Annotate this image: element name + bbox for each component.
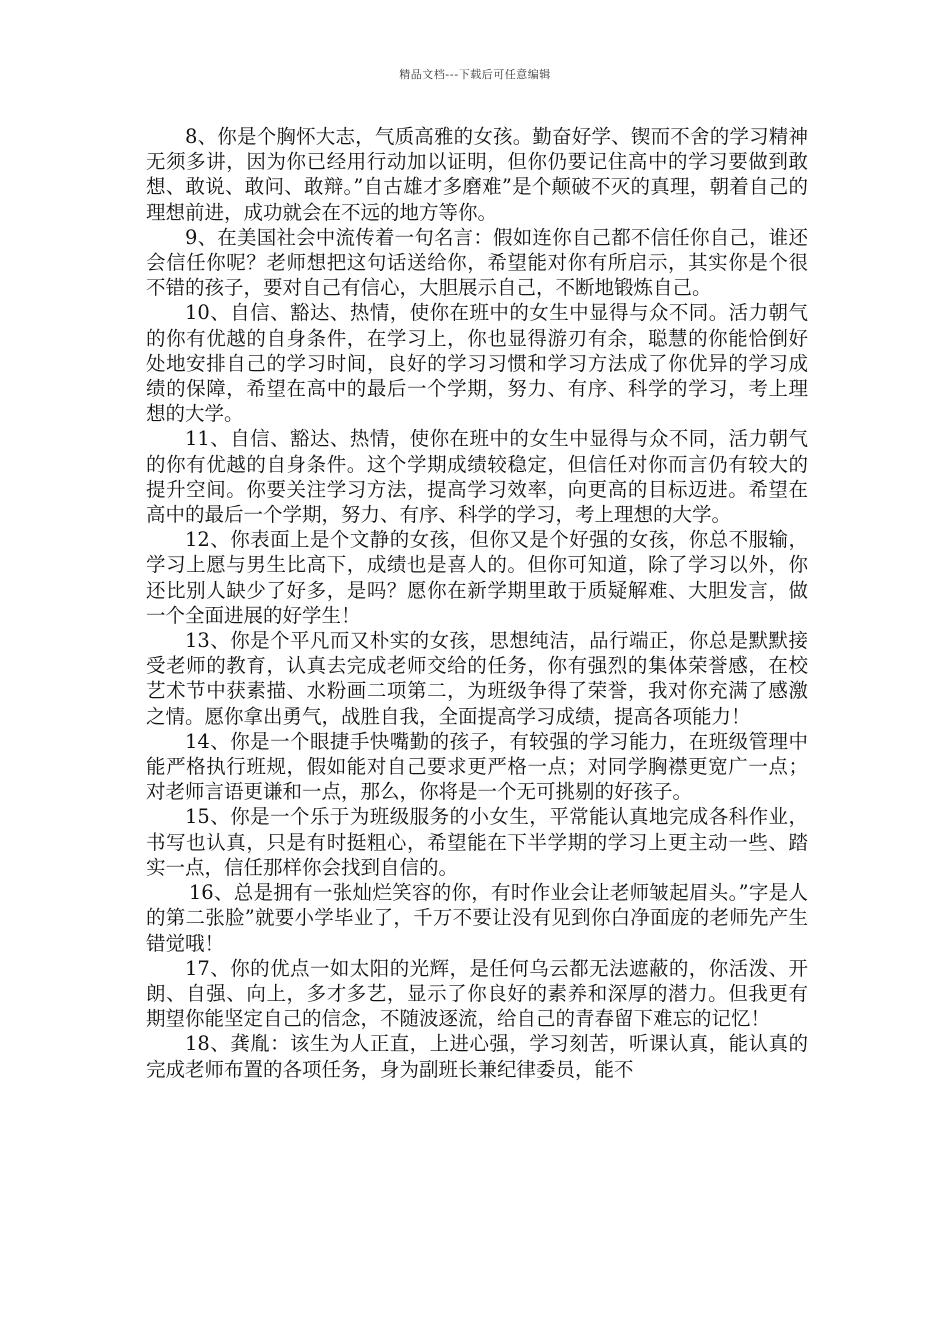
paragraph-8: 8、你是个胸怀大志，气质高雅的女孩。勤奋好学、锲而不舍的学习精神无须多讲，因为你已经用行动加以证明，但你仍要记住高中的学习要做到敢想、敢说、敢问、敢辩。”自古雄才多磨难”是个颠破不灭的真理，朝着自己的理想前进，成功就会在不远的地方等你。 bbox=[146, 125, 808, 224]
paragraph-17: 17、你的优点一如太阳的光辉，是任何乌云都无法遮蔽的，你活泼、开朗、自强、向上，多才多艺，显示了你良好的素养和深厚的潜力。但我更有期望你能坚定自己的信念，不随波逐流，给自己的青春留下难忘的记忆！ bbox=[146, 956, 808, 1031]
paragraph-10: 10、自信、豁达、热情，使你在班中的女生中显得与众不同。活力朝气的你有优越的自身条件，在学习上，你也显得游刃有余，聪慧的你能恰倒好处地安排自己的学习时间，良好的学习习惯和学习方法成了你优异的学习成绩的保障，希望在高中的最后一个学期，努力、有序、科学的学习，考上理想的大学。 bbox=[146, 301, 808, 426]
paragraph-9: 9、在美国社会中流传着一句名言：假如连你自己都不信任你自己，谁还会信任你呢？老师想把这句话送给你，希望能对你有所启示，其实你是个很不错的孩子，要对自己有信心，大胆展示自己，不断地锻炼自己。 bbox=[146, 225, 808, 300]
paragraph-13: 13、你是个平凡而又朴实的女孩，思想纯洁，品行端正，你总是默默接受老师的教育，认真去完成老师交给的任务，你有强烈的集体荣誉感，在校艺术节中获素描、水粉画二项第二，为班级争得了荣誉，我对你充满了感激之情。愿你拿出勇气，战胜自我，全面提高学习成绩，提高各项能力！ bbox=[146, 629, 808, 728]
paragraph-15: 15、你是一个乐于为班级服务的小女生，平常能认真地完成各科作业，书写也认真，只是有时挺粗心，希望能在下半学期的学习上更主动一些、踏实一点，信任那样你会找到自信的。 bbox=[146, 805, 808, 879]
paragraph-12: 12、你表面上是个文静的女孩，但你又是个好强的女孩，你总不服输，学习上愿与男生比高下，成绩也是喜人的。但你可知道，除了学习以外，你还比别人缺少了好多，是吗？愿你在新学期里敢于质疑解难、大胆发言，做一个全面进展的好学生！ bbox=[146, 528, 808, 627]
page-header: 精品文档---下载后可任意编辑 bbox=[399, 68, 551, 81]
document-body bbox=[146, 124, 808, 1082]
paragraph-18: 18、龚胤：该生为人正直，上进心强，学习刻苦，听课认真，能认真的完成老师布置的各项任务，身为副班长兼纪律委员，能不 bbox=[146, 1032, 808, 1081]
paragraph-11: 11、自信、豁达、热情，使你在班中的女生中显得与众不同，活力朝气的你有优越的自身条件。这个学期成绩较稳定，但信任对你而言仍有较大的提升空间。你要关注学习方法，提高学习效率，向更高的目标迈进。希望在高中的最后一个学期，努力、有序、科学的学习，考上理想的大学。 bbox=[146, 427, 808, 527]
paragraph-14: 14、你是一个眼捷手快嘴勤的孩子，有较强的学习能力，在班级管理中能严格执行班规，假如能对自己要求更严格一点；对同学胸襟更宽广一点；对老师言语更谦和一点，那么，你将是一个无可挑剔的好孩子。 bbox=[146, 729, 808, 804]
paragraph-16: 16、总是拥有一张灿烂笑容的你，有时作业会让老师皱起眉头。”字是人的第二张脸”就要小学毕业了，千万不要让没有见到你白净面庞的老师先产生错觉哦！ bbox=[146, 881, 808, 955]
